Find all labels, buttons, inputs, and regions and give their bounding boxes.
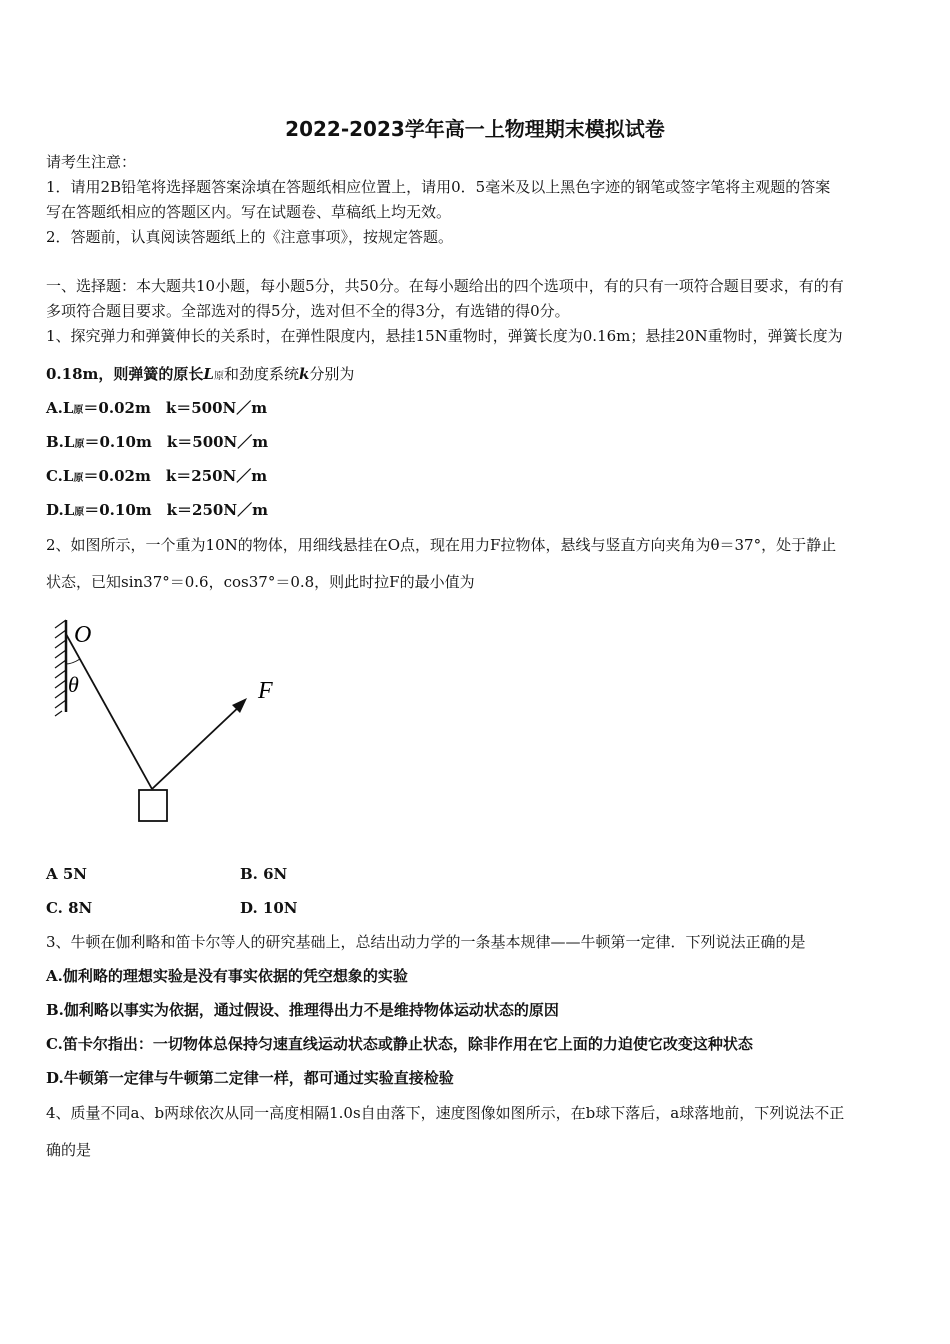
section-instructions-line-2: 多项符合题目要求。全部选对的得5分，选对但不全的得3分，有选错的得0分。 <box>46 302 570 320</box>
hanging-block <box>139 790 167 821</box>
q2-stem-line-1: 2、如图所示，一个重为10N的物体，用细线悬挂在O点，现在用力F拉物体，悬线与竖直方向夹角为θ＝37°，处于静止 <box>46 536 837 554</box>
wall-hatching <box>55 620 66 716</box>
q3-option-b[interactable]: B.伽利略以事实为依据，通过假设、推理得出力不是维持物体运动状态的原因 <box>46 1001 559 1019</box>
q4-stem-line-2: 确的是 <box>46 1141 92 1159</box>
q1-option-b-pre: B.L <box>46 433 75 451</box>
force-F-label: F <box>258 678 273 704</box>
q2-option-b[interactable]: B. 6N <box>240 865 288 883</box>
q1-option-a-post: ＝0.02m k＝500N／m <box>83 399 268 417</box>
q1-option-c[interactable] <box>46 466 267 489</box>
q1-symbol-k: k <box>298 365 310 383</box>
q1-symbol-L: L <box>203 365 214 383</box>
q1-stem-line-1: 1、探究弹力和弹簧伸长的关系时，在弹性限度内，悬挂15N重物时，弹簧长度为0.16m；悬挂20N重物时，弹簧长度为 <box>46 327 843 345</box>
q1-stem-line-2 <box>46 364 354 387</box>
q1-option-c-pre: C.L <box>46 467 74 485</box>
q2-option-c[interactable]: C. 8N <box>46 899 93 917</box>
q3-option-a[interactable]: A.伽利略的理想实验是没有事实依据的凭空想象的实验 <box>46 967 408 985</box>
notice-heading: 请考生注意： <box>46 153 137 171</box>
q1-option-d-pre: D.L <box>46 501 75 519</box>
q1-option-b-sub: 原 <box>74 439 85 450</box>
notice-item-2: 2．答题前，认真阅读答题纸上的《注意事项》，按规定答题。 <box>46 228 454 246</box>
q2-option-d[interactable]: D. 10N <box>240 899 298 917</box>
force-arrow <box>152 704 242 789</box>
q1-option-b[interactable] <box>46 432 268 455</box>
q1-option-d-post: ＝0.10m k＝250N／m <box>84 501 268 519</box>
q1-option-a-sub: 原 <box>73 405 84 416</box>
angle-theta-label: θ <box>68 672 79 697</box>
q1-option-d-sub: 原 <box>74 507 85 518</box>
q4-stem-line-1: 4、质量不同a、b两球依次从同一高度相隔1.0s自由落下，速度图像如图所示，在b球下落后，a球落地前，下列说法不正 <box>46 1104 845 1122</box>
q1-option-d[interactable] <box>46 500 268 523</box>
point-O-label: O <box>74 622 92 648</box>
q1-stem-text-b: 和劲度系统 <box>223 365 299 383</box>
section-instructions-line-1: 一、选择题：本大题共10小题，每小题5分，共50分。在每小题给出的四个选项中，有的只有一项符合题目要求，有的有 <box>46 277 844 295</box>
q1-stem-text-c: 分别为 <box>309 365 355 383</box>
q1-stem-text-a: 0.18m，则弹簧的原长 <box>46 365 204 383</box>
angle-arc <box>66 659 80 664</box>
q1-option-c-sub: 原 <box>73 473 84 484</box>
q3-option-c[interactable]: C.笛卡尔指出：一切物体总保持匀速直线运动状态或静止状态，除非作用在它上面的力迫使它改变这种状态 <box>46 1035 753 1053</box>
q3-option-d[interactable]: D.牛顿第一定律与牛顿第二定律一样，都可通过实验直接检验 <box>46 1069 454 1087</box>
q2-figure <box>46 612 296 832</box>
q2-option-a[interactable]: A 5N <box>46 865 88 883</box>
q1-option-a-pre: A.L <box>46 399 74 417</box>
suspension-string <box>66 634 152 789</box>
q1-option-a[interactable] <box>46 398 267 421</box>
notice-item-1-line-2: 写在答题纸相应的答题区内。写在试题卷、草稿纸上均无效。 <box>46 203 452 221</box>
q1-symbol-L-sub: 原 <box>213 371 224 382</box>
q3-stem: 3、牛顿在伽利略和笛卡尔等人的研究基础上，总结出动力学的一条基本规律——牛顿第一定律．下列说法正确的是 <box>46 933 806 951</box>
q1-option-b-post: ＝0.10m k＝500N／m <box>84 433 269 451</box>
q2-stem-line-2: 状态，已知sin37°＝0.6，cos37°＝0.8，则此时拉F的最小值为 <box>46 573 475 591</box>
notice-item-1-line-1: 1．请用2B铅笔将选择题答案涂填在答题纸相应位置上，请用0．5毫米及以上黑色字迹的钢笔或签字笔将主观题的答案 <box>46 178 831 196</box>
q1-option-c-post: ＝0.02m k＝250N／m <box>83 467 268 485</box>
page-title: 2022-2023学年高一上物理期末模拟试卷 <box>285 117 665 141</box>
